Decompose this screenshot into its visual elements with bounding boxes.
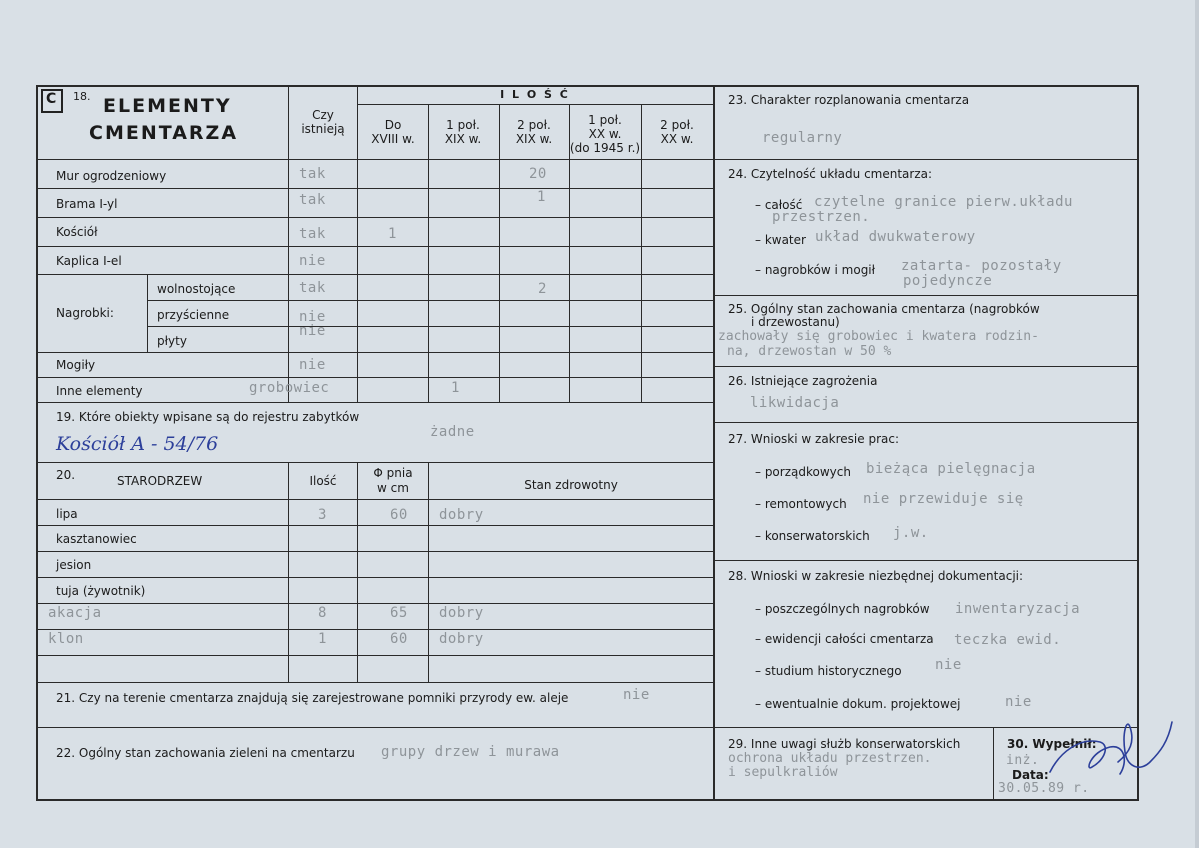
- row-sublabel: przyścienne: [157, 308, 230, 322]
- q25-label: 25. Ogólny stan zachowania cmentarza (nagrobków: [728, 302, 1040, 316]
- q20-header-qty: Ilość: [309, 474, 337, 488]
- grid-line: [37, 217, 713, 218]
- q24-label: 24. Czytelność układu cmentarza:: [728, 167, 933, 181]
- q20-header-health: Stan zdrowotny: [524, 478, 618, 492]
- grid-line: [357, 463, 358, 682]
- q28-item-label: – ewentualnie dokum. projektowej: [755, 697, 961, 711]
- q24-item-label: – całość: [755, 198, 803, 212]
- q26-label: 26. Istniejące zagrożenia: [728, 374, 878, 388]
- frame-line: [36, 799, 1138, 801]
- q30-label: 30. Wypełnił:: [1007, 737, 1097, 751]
- tree-qty: 1: [318, 631, 327, 647]
- grid-line: [37, 577, 713, 578]
- grid-line: [714, 366, 1138, 367]
- row-label: Kaplica I-el: [56, 254, 122, 268]
- q28-label: 28. Wnioski w zakresie niezbędnej dokumentacji:: [728, 569, 1024, 583]
- period-header: Do: [384, 118, 402, 132]
- grid-line: [428, 463, 429, 682]
- col-exists-header: istnieją: [301, 122, 345, 136]
- tree-diameter: 60: [390, 631, 408, 647]
- grid-line: [37, 499, 713, 500]
- period-header: 2 poł.: [660, 118, 694, 132]
- q28-item-value: nie: [935, 657, 962, 673]
- grid-line: [37, 655, 713, 656]
- tree-name: lipa: [56, 507, 78, 521]
- grid-line: [37, 462, 713, 463]
- grid-line: [37, 246, 713, 247]
- exists-value: tak: [299, 192, 326, 208]
- tree-name: akacja: [48, 605, 102, 621]
- grid-line: [37, 682, 713, 683]
- q20-header-diameter: Φ pnia: [373, 466, 413, 480]
- q27-item-label: – remontowych: [755, 497, 847, 511]
- grid-line: [37, 551, 713, 552]
- qty-value: 1: [537, 189, 546, 205]
- q27-item-label: – porządkowych: [755, 465, 851, 479]
- period-header: 2 poł.: [517, 118, 551, 132]
- grid-line: [37, 629, 713, 630]
- q28-item-value: teczka ewid.: [954, 632, 1062, 648]
- q24-item-value: zatarta- pozostały: [901, 258, 1062, 274]
- row-label: Kościół: [56, 225, 98, 239]
- tree-qty: 3: [318, 507, 327, 523]
- tree-name: kasztanowiec: [56, 532, 137, 546]
- col-ilosc-header: I L O Ś Ć: [500, 88, 570, 101]
- q28-item-label: – ewidencji całości cmentarza: [755, 632, 934, 646]
- q25-label: i drzewostanu): [751, 315, 840, 329]
- grid-line: [641, 104, 642, 402]
- q22-label: 22. Ogólny stan zachowania zieleni na cmentarzu: [56, 746, 355, 760]
- q27-item-value: j.w.: [893, 525, 929, 541]
- tree-name: klon: [48, 631, 84, 647]
- q27-item-value: nie przewiduje się: [863, 491, 1024, 507]
- exists-value: nie: [299, 253, 326, 269]
- row-label-nagrobki: Nagrobki:: [56, 306, 114, 320]
- q21-value: nie: [623, 687, 650, 703]
- signature: [1030, 712, 1180, 792]
- grid-line: [148, 300, 713, 301]
- grid-line: [288, 463, 289, 682]
- frame-line: [713, 85, 715, 801]
- grid-line: [499, 104, 500, 402]
- q30-date-value: 30.05.89 r.: [998, 781, 1090, 796]
- q20-number: 20.: [56, 468, 76, 482]
- row-label: Brama I-yl: [56, 197, 118, 211]
- q19-value: żadne: [430, 424, 475, 440]
- period-header: XX w.: [660, 132, 694, 146]
- q29-value: i sepulkraliów: [728, 765, 838, 780]
- grid-line: [288, 86, 289, 402]
- section-number: 18.: [73, 90, 91, 103]
- q27-item-label: – konserwatorskich: [755, 529, 870, 543]
- period-header: 1 poł.: [588, 113, 622, 127]
- qty-value: 2: [538, 281, 547, 297]
- grid-line: [37, 274, 713, 275]
- q26-value: likwidacja: [750, 395, 840, 411]
- q24-item-value: układ dwukwaterowy: [815, 229, 976, 245]
- tree-name: tuja (żywotnik): [56, 584, 146, 598]
- q27-item-value: bieżąca pielęgnacja: [866, 461, 1036, 477]
- period-header: (do 1945 r.): [569, 141, 641, 155]
- qty-value: 20: [529, 166, 547, 182]
- q25-value: na, drzewostan w 50 %: [727, 344, 892, 359]
- q25-value: zachowały się grobowiec i kwatera rodzin-: [718, 329, 1039, 344]
- grid-line: [428, 104, 429, 402]
- period-header: 1 poł.: [446, 118, 480, 132]
- exists-value: tak: [299, 226, 326, 242]
- tree-qty: 8: [318, 605, 327, 621]
- q30-filled-by: inż.: [1006, 753, 1040, 768]
- grid-line: [37, 377, 713, 378]
- q20-header-name: STARODRZEW: [117, 474, 203, 488]
- grid-line: [147, 274, 148, 352]
- row-label: Mogiły: [56, 358, 96, 372]
- row-sublabel: wolnostojące: [157, 282, 236, 296]
- q29-value: ochrona układu przestrzen.: [728, 751, 932, 766]
- period-header: XIX w.: [515, 132, 553, 146]
- q19-label: 19. Które obiekty wpisane są do rejestru zabytków: [56, 410, 360, 424]
- exists-value: nie: [299, 323, 326, 339]
- tree-health: dobry: [439, 507, 484, 523]
- q24-item-value: czytelne granice pierw.układu: [814, 194, 1073, 210]
- grid-line: [714, 295, 1138, 296]
- row-label: Inne elementy: [56, 384, 143, 398]
- tree-health: dobry: [439, 631, 484, 647]
- q24-item-label: – kwater: [755, 233, 806, 247]
- exists-value: tak: [299, 280, 326, 296]
- section-title-line1: ELEMENTY: [103, 95, 232, 117]
- grid-line: [714, 422, 1138, 423]
- row-label: Mur ogrodzeniowy: [56, 169, 167, 183]
- q24-item-label: – nagrobków i mogił: [755, 263, 876, 277]
- qty-value: 1: [388, 226, 397, 242]
- section-letter: C: [46, 91, 57, 107]
- grid-line: [37, 352, 713, 353]
- q27-label: 27. Wnioski w zakresie prac:: [728, 432, 900, 446]
- grid-line: [37, 402, 713, 403]
- grid-line: [37, 603, 713, 604]
- q23-label: 23. Charakter rozplanowania cmentarza: [728, 93, 970, 107]
- tree-health: dobry: [439, 605, 484, 621]
- q19-handwritten-note: Kościół A - 54/76: [56, 433, 219, 455]
- q28-item-value: nie: [1005, 694, 1032, 710]
- period-header: XVIII w.: [371, 132, 415, 146]
- qty-value: 1: [451, 380, 460, 396]
- q23-value: regularny: [762, 130, 843, 146]
- grid-line: [37, 727, 713, 728]
- grid-line: [714, 560, 1138, 561]
- q24-item-value: pojedyncze: [903, 273, 993, 289]
- frame-line: [714, 85, 1138, 87]
- exists-value: tak: [299, 166, 326, 182]
- q28-item-label: – poszczególnych nagrobków: [755, 602, 930, 616]
- q28-item-label: – studium historycznego: [755, 664, 902, 678]
- grid-line: [148, 326, 713, 327]
- tree-diameter: 65: [390, 605, 408, 621]
- grid-line: [37, 188, 713, 189]
- q28-item-value: inwentaryzacja: [955, 601, 1081, 617]
- frame-line: [36, 85, 714, 87]
- period-header: XX w.: [588, 127, 622, 141]
- frame-line: [1137, 85, 1139, 801]
- q24-item-value: przestrzen.: [772, 209, 871, 225]
- grid-line: [357, 86, 358, 402]
- col-exists-header: Czy: [312, 108, 334, 122]
- q20-header-diameter: w cm: [377, 481, 409, 495]
- grid-line: [37, 159, 713, 160]
- exists-value: nie: [299, 309, 326, 325]
- grid-line: [714, 159, 1138, 160]
- q30-date-label: Data:: [1012, 768, 1049, 782]
- exists-value: grobowiec: [249, 380, 330, 396]
- grid-line: [993, 727, 994, 800]
- tree-name: jesion: [56, 558, 92, 572]
- frame-line: [36, 85, 38, 800]
- grid-line: [37, 525, 713, 526]
- q29-label: 29. Inne uwagi służb konserwatorskich: [728, 737, 961, 751]
- section-title-line2: CMENTARZA: [89, 122, 239, 144]
- row-sublabel: płyty: [157, 334, 187, 348]
- grid-line: [569, 104, 570, 402]
- q22-value: grupy drzew i murawa: [381, 744, 560, 760]
- grid-line: [358, 104, 713, 105]
- exists-value: nie: [299, 357, 326, 373]
- period-header: XIX w.: [444, 132, 482, 146]
- q21-label: 21. Czy na terenie cmentarza znajdują się zarejestrowane pomniki przyrody ew. aleje: [56, 691, 569, 705]
- tree-diameter: 60: [390, 507, 408, 523]
